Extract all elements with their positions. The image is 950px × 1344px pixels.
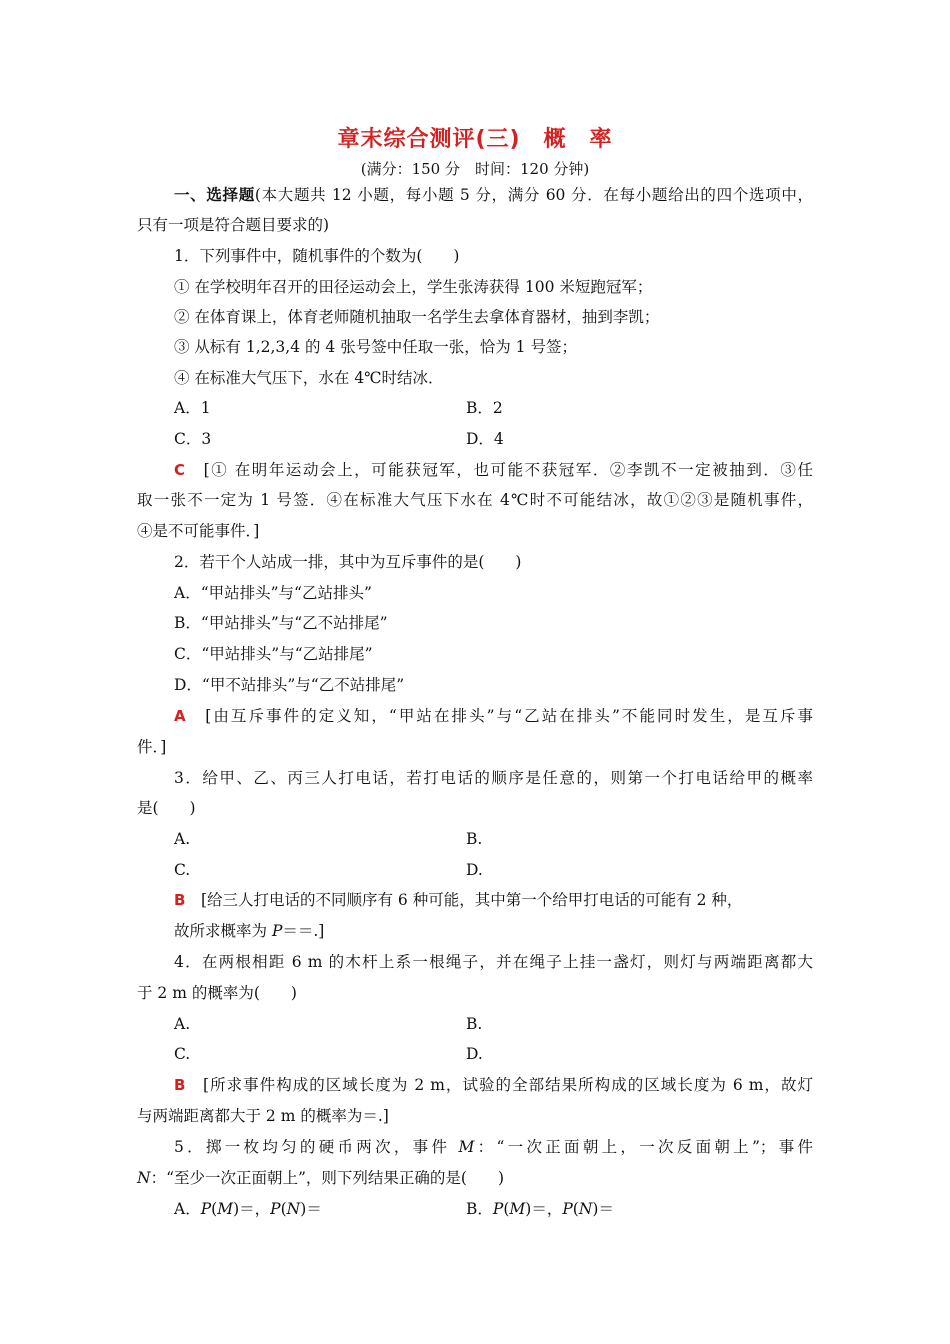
q5-opt-a-end: )＝ — [300, 1200, 322, 1218]
q1-option-b: B．2 — [466, 399, 503, 417]
q1-explanation-1 — [174, 459, 813, 481]
q1-stem: 1．下列事件中，随机事件的个数为( ) — [174, 247, 460, 265]
q5-opt-b-paren1: ( — [503, 1200, 510, 1218]
q5-opt-a-p1: P — [200, 1200, 212, 1218]
q2-option-c: C．“甲站排头”与“乙站排尾” — [174, 645, 373, 663]
q1-explanation-2: 取一张不一定为 1 号签．④在标准大气压下水在 4℃时不可能结冰，故①②③是随机事件， — [137, 491, 813, 509]
q5-stem-1-var: M — [458, 1138, 475, 1156]
q2-option-a: A．“甲站排头”与“乙站排头” — [174, 584, 372, 602]
q3-option-d: D. — [466, 861, 483, 879]
q5-opt-b-p2: P — [562, 1200, 573, 1218]
q3-answer: B — [174, 891, 186, 909]
q3-explanation-1 — [0, 889, 950, 911]
q1-item-2: ② 在体育课上，体育老师随机抽取一名学生去拿体育器材，抽到李凯； — [174, 308, 660, 326]
q4-stem-1: 4．在两根相距 6 m 的木杆上系一根绳子，并在绳子上挂一盏灯，则灯与两端距离都大 — [174, 953, 813, 971]
q5-stem-1 — [174, 1136, 813, 1158]
q3-option-b: B. — [466, 830, 483, 848]
q5-option-a — [174, 1200, 322, 1218]
page-title: 章末综合测评(三) 概 率 — [337, 127, 613, 152]
q2-option-b: B．“甲站排头”与“乙不站排尾” — [174, 614, 388, 632]
q4-options-row-1 — [0, 1013, 950, 1035]
q2-answer: A — [174, 707, 186, 725]
q1-explanation-3: ④是不可能事件．] — [137, 522, 260, 540]
q4-option-a: A. — [174, 1015, 191, 1033]
section-desc-2: 只有一项是符合题目要求的) — [137, 216, 330, 234]
page-subtitle: (满分：150 分 时间：120 分钟) — [360, 160, 590, 178]
q5-stem-2-post: ：“至少一次正面朝上”，则下列结果正确的是( ) — [150, 1169, 505, 1187]
q5-opt-b-mid: )＝， — [525, 1200, 563, 1218]
q5-stem-1-post: ：“一次正面朝上，一次反面朝上”；事件 — [474, 1138, 813, 1156]
q5-stem-2-var: N — [137, 1169, 151, 1187]
q2-option-d: D．“甲不站排头”与“乙不站排尾” — [174, 676, 405, 694]
q4-option-c: C. — [174, 1045, 191, 1063]
q5-option-b — [466, 1198, 614, 1220]
q5-opt-a-paren1: ( — [211, 1200, 218, 1218]
section-desc-1: (本大题共 12 小题，每小题 5 分，满分 60 分．在每小题给出的四个选项中， — [254, 186, 813, 204]
q5-opt-b-p1: P — [492, 1200, 504, 1218]
q4-stem-2: 于 2 m 的概率为( ) — [137, 984, 297, 1002]
q5-opt-a-label: A． — [174, 1200, 201, 1218]
q2-stem: 2．若干个人站成一排，其中为互斥事件的是( ) — [174, 553, 522, 571]
q3-stem-1: 3．给甲、乙、丙三人打电话，若打电话的顺序是任意的，则第一个打电话给甲的概率 — [174, 769, 813, 787]
q1-exp-text-1: [① 在明年运动会上，可能获冠军，也可能不获冠军．②李凯不一定被抽到．③任 — [203, 461, 813, 479]
q5-opt-a-mid: )＝， — [233, 1200, 271, 1218]
q5-stem-1-pre: 5．掷一枚均匀的硬币两次，事件 — [174, 1138, 459, 1156]
q3-exp-2-var: P — [271, 922, 283, 940]
q4-options-row-2 — [0, 1043, 950, 1065]
q4-explanation-2: 与两端距离都大于 2 m 的概率为＝.] — [137, 1107, 389, 1125]
q1-option-d: D．4 — [466, 430, 504, 448]
q5-options-row-1 — [0, 1198, 950, 1220]
q3-option-a: A. — [174, 830, 191, 848]
q1-item-4: ④ 在标准大气压下，水在 4℃时结冰． — [174, 369, 444, 387]
q5-opt-b-paren2: ( — [572, 1200, 579, 1218]
q2-explanation-2: 件．] — [137, 738, 167, 756]
q1-options-row-1 — [0, 397, 950, 419]
q5-opt-b-m: M — [509, 1200, 526, 1218]
q5-opt-b-end: )＝ — [592, 1200, 614, 1218]
q1-item-1: ① 在学校明年召开的田径运动会上，学生张涛获得 100 米短跑冠军； — [174, 278, 653, 296]
q4-answer: B — [174, 1076, 186, 1094]
q1-option-a: A．1 — [174, 399, 211, 417]
q5-opt-a-paren2: ( — [280, 1200, 287, 1218]
q1-item-3: ③ 从标有 1,2,3,4 的 4 张号签中任取一张，恰为 1 号签； — [174, 338, 577, 356]
q3-stem-2: 是( ) — [137, 799, 196, 817]
q3-explanation-2 — [0, 920, 950, 942]
q1-answer: C — [174, 461, 186, 479]
q3-option-c: C. — [174, 861, 191, 879]
q4-option-d: D. — [466, 1045, 483, 1063]
q5-opt-a-p2: P — [270, 1200, 281, 1218]
q5-opt-a-n: N — [286, 1200, 301, 1218]
q3-exp-2-post: ＝＝.] — [282, 922, 325, 940]
q5-opt-a-m: M — [217, 1200, 234, 1218]
q5-stem-2 — [0, 1167, 950, 1189]
q1-options-row-2 — [0, 428, 950, 450]
q4-explanation-1 — [174, 1074, 813, 1096]
q3-exp-text-1: [给三人打电话的不同顺序有 6 种可能，其中第一个给甲打电话的可能有 2 种， — [200, 891, 743, 909]
q3-exp-2-pre: 故所求概率为 — [174, 922, 272, 940]
q1-option-c: C．3 — [174, 430, 212, 448]
q4-exp-text-1: [所求事件构成的区域长度为 2 m，试验的全部结果所构成的区域长度为 6 m，故灯 — [203, 1076, 813, 1094]
q4-option-b: B. — [466, 1015, 483, 1033]
section-intro-line-1 — [174, 184, 813, 206]
q3-options-row-2 — [0, 859, 950, 881]
q2-explanation-1 — [174, 705, 813, 727]
q5-opt-b-label: B． — [466, 1200, 493, 1218]
q5-opt-b-n: N — [578, 1200, 593, 1218]
q2-exp-text-1: [由互斥事件的定义知，“甲站在排头”与“乙站在排头”不能同时发生，是互斥事 — [205, 707, 813, 725]
q3-options-row-1 — [0, 828, 950, 850]
section-heading: 一、选择题 — [174, 185, 255, 204]
